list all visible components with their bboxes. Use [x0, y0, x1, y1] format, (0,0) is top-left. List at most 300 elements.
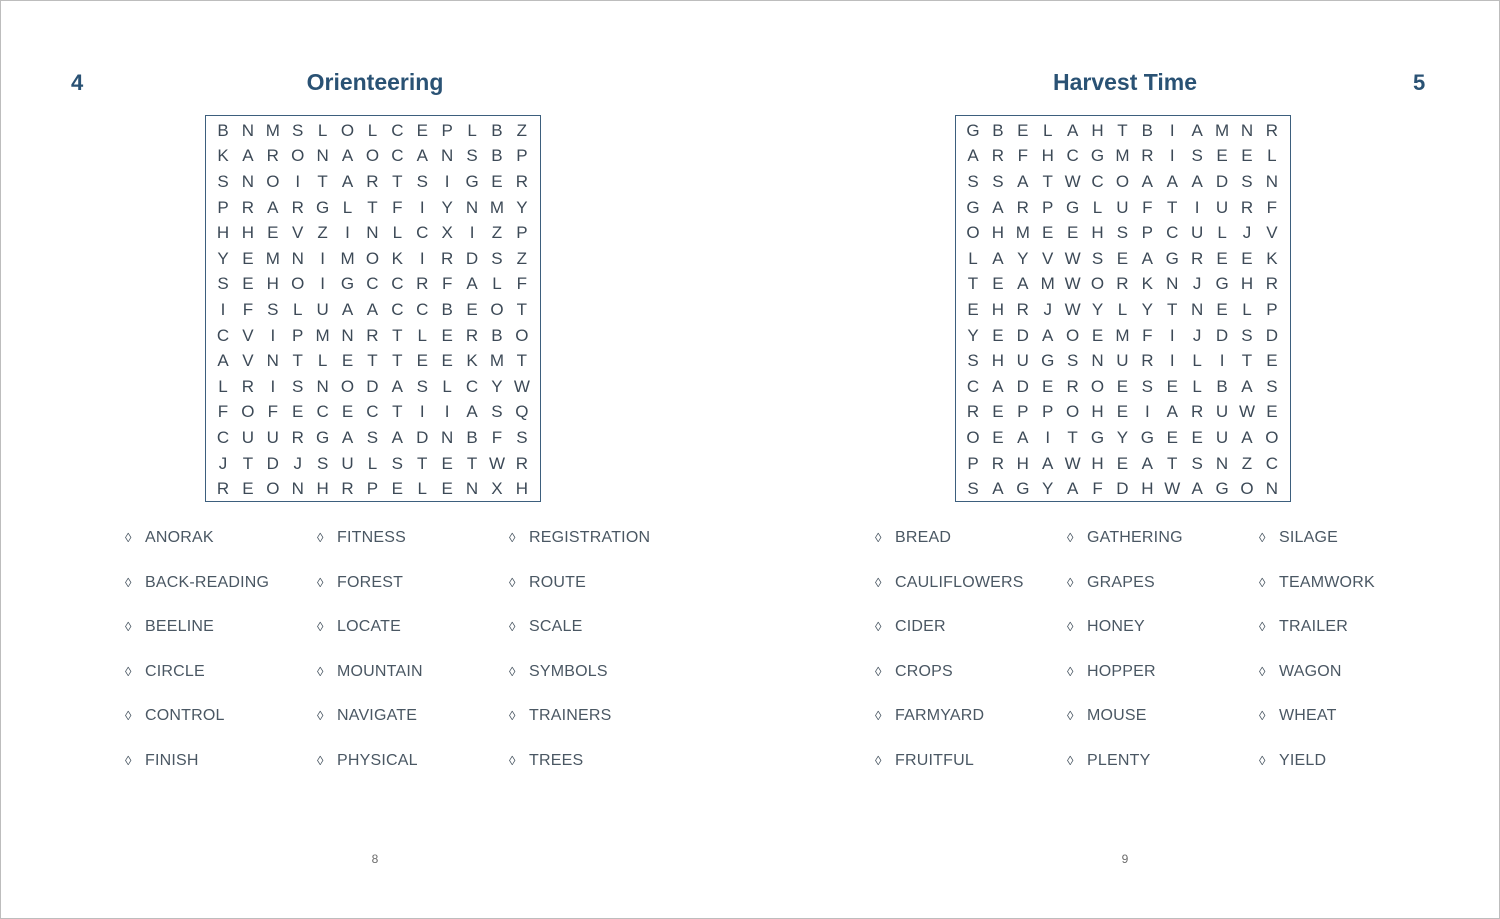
- grid-letter: T: [1241, 351, 1253, 371]
- grid-letter: L: [467, 120, 477, 140]
- grid-letter: T: [292, 351, 303, 371]
- grid-letter: T: [516, 299, 528, 319]
- word-label: FITNESS: [337, 529, 406, 546]
- grid-row: [206, 297, 540, 323]
- word-column: [125, 527, 315, 795]
- grid-letter: T: [466, 453, 478, 473]
- grid-letter: D: [416, 427, 429, 447]
- grid-letter: T: [242, 453, 254, 473]
- diamond-bullet-icon: ◊: [1259, 663, 1266, 679]
- grid-letter: J: [1192, 274, 1202, 294]
- page-number: 8: [371, 852, 379, 866]
- letter-grid: [205, 115, 541, 502]
- grid-letter: Y: [1017, 248, 1029, 268]
- grid-letter: J: [1242, 223, 1252, 243]
- grid-row: [206, 425, 540, 451]
- diamond-bullet-icon: ◊: [125, 574, 132, 590]
- grid-letter: F: [516, 274, 528, 294]
- grid-letter: R: [515, 453, 529, 473]
- grid-letter: O: [1240, 479, 1254, 499]
- grid-letter: N: [291, 479, 304, 499]
- grid-letter: Y: [1091, 299, 1104, 319]
- grid-letter: A: [466, 402, 478, 422]
- grid-letter: S: [391, 453, 404, 473]
- grid-letter: L: [492, 274, 502, 294]
- word-list-item: [1067, 661, 1257, 706]
- grid-letter: D: [1016, 325, 1029, 345]
- grid-row: [206, 246, 540, 272]
- grid-letter: W: [1238, 402, 1255, 422]
- grid-letter: N: [441, 427, 454, 447]
- word-column: [317, 527, 507, 795]
- grid-letter: T: [1167, 299, 1178, 319]
- grid-letter: T: [392, 325, 403, 345]
- grid-letter: O: [1090, 274, 1105, 294]
- grid-letter: I: [270, 325, 276, 345]
- word-list-item: [1067, 527, 1257, 572]
- grid-letter: P: [516, 146, 528, 166]
- grid-letter: I: [1045, 427, 1051, 447]
- word-list-item: [125, 750, 315, 795]
- word-label: CONTROL: [145, 707, 225, 725]
- grid-letter: A: [341, 171, 354, 191]
- grid-letter: F: [441, 274, 453, 294]
- word-label: PLENTY: [1087, 751, 1151, 769]
- grid-letter: P: [1042, 197, 1054, 217]
- grid-letter: T: [1167, 197, 1178, 217]
- diamond-bullet-icon: ◊: [1067, 663, 1074, 679]
- word-list-item: [125, 616, 315, 661]
- grid-letter: T: [367, 351, 378, 371]
- diamond-bullet-icon: ◊: [1067, 752, 1074, 768]
- grid-letter: W: [488, 453, 505, 473]
- grid-letter: E: [992, 427, 1004, 447]
- word-label: TRAILER: [1279, 618, 1348, 636]
- grid-letter: L: [317, 120, 328, 140]
- grid-letter: S: [1141, 376, 1154, 396]
- grid-letter: E: [1017, 120, 1029, 140]
- grid-letter: N: [1215, 453, 1229, 473]
- grid-letter: C: [366, 402, 379, 422]
- grid-letter: Y: [1141, 299, 1154, 319]
- grid-letter: D: [266, 453, 279, 473]
- word-label: SYMBOLS: [529, 662, 608, 680]
- grid-letter: G: [1140, 427, 1154, 447]
- word-label: GATHERING: [1087, 529, 1183, 546]
- grid-letter: P: [1141, 223, 1154, 243]
- diamond-bullet-icon: ◊: [1259, 530, 1266, 545]
- grid-letter: I: [1219, 351, 1225, 371]
- grid-letter: E: [1042, 376, 1054, 396]
- grid-letter: R: [291, 197, 304, 217]
- grid-row: [206, 476, 540, 502]
- grid-letter: C: [465, 376, 479, 396]
- grid-letter: L: [442, 376, 452, 396]
- page-number: 9: [1121, 852, 1129, 866]
- grid-letter: E: [1116, 453, 1129, 473]
- grid-letter: C: [1066, 146, 1079, 166]
- grid-letter: B: [491, 120, 503, 140]
- grid-letter: L: [1042, 120, 1053, 140]
- word-label: FINISH: [145, 751, 199, 769]
- grid-row: [206, 220, 540, 246]
- diamond-bullet-icon: ◊: [125, 530, 132, 545]
- grid-letter: E: [416, 120, 428, 140]
- diamond-bullet-icon: ◊: [1067, 530, 1074, 545]
- grid-letter: H: [991, 351, 1005, 371]
- grid-letter: R: [416, 274, 429, 294]
- grid-letter: Y: [1042, 479, 1054, 499]
- grid-letter: E: [416, 351, 428, 371]
- grid-letter: E: [391, 479, 404, 499]
- grid-letter: O: [966, 427, 980, 447]
- grid-letter: N: [465, 197, 479, 217]
- grid-letter: B: [217, 120, 229, 140]
- grid-letter: A: [391, 427, 404, 447]
- grid-row: [956, 425, 1290, 451]
- grid-letter: K: [466, 351, 478, 371]
- diamond-bullet-icon: ◊: [875, 619, 882, 635]
- grid-letter: H: [1091, 120, 1104, 140]
- diamond-bullet-icon: ◊: [509, 530, 516, 545]
- grid-letter: K: [391, 248, 404, 268]
- grid-letter: C: [391, 299, 404, 319]
- grid-letter: O: [490, 299, 504, 319]
- grid-letter: B: [1216, 376, 1228, 396]
- grid-letter: E: [341, 402, 354, 422]
- grid-letter: Y: [516, 197, 528, 217]
- grid-letter: U: [1116, 351, 1129, 371]
- diamond-bullet-icon: ◊: [125, 663, 132, 679]
- grid-letter: P: [1042, 402, 1054, 422]
- diamond-bullet-icon: ◊: [317, 708, 324, 724]
- grid-letter: E: [967, 299, 979, 319]
- grid-letter: F: [217, 402, 229, 422]
- grid-letter: A: [1066, 120, 1079, 140]
- grid-letter: S: [466, 146, 478, 166]
- grid-letter: R: [465, 325, 479, 345]
- grid-letter: S: [1091, 248, 1104, 268]
- grid-letter: R: [1116, 274, 1129, 294]
- grid-letter: N: [1191, 299, 1204, 319]
- grid-letter: E: [1216, 299, 1228, 319]
- grid-letter: E: [1166, 427, 1178, 447]
- grid-row: [206, 144, 540, 170]
- puzzle-number: 4: [71, 70, 84, 95]
- grid-letter: D: [1215, 325, 1229, 345]
- grid-letter: E: [466, 299, 478, 319]
- grid-letter: W: [513, 376, 530, 396]
- grid-letter: N: [291, 248, 304, 268]
- grid-letter: I: [469, 223, 475, 243]
- grid-letter: P: [1017, 402, 1029, 422]
- word-list-item: [1259, 616, 1449, 661]
- grid-letter: T: [967, 274, 979, 294]
- grid-letter: A: [217, 351, 229, 371]
- grid-letter: W: [1064, 299, 1081, 319]
- grid-letter: Y: [491, 376, 503, 396]
- grid-letter: A: [341, 427, 354, 447]
- grid-letter: O: [291, 146, 305, 166]
- grid-letter: K: [217, 146, 229, 166]
- diamond-bullet-icon: ◊: [125, 752, 132, 768]
- word-label: CIRCLE: [145, 662, 205, 680]
- diamond-bullet-icon: ◊: [875, 708, 882, 724]
- diamond-bullet-icon: ◊: [317, 574, 324, 590]
- grid-letter: H: [316, 479, 329, 499]
- grid-letter: L: [342, 197, 353, 217]
- grid-letter: E: [1241, 248, 1253, 268]
- grid-letter: M: [489, 351, 505, 371]
- grid-letter: U: [1191, 223, 1204, 243]
- grid-letter: I: [1169, 325, 1175, 345]
- grid-letter: R: [366, 171, 379, 191]
- grid-letter: Z: [516, 248, 528, 268]
- grid-letter: Z: [317, 223, 328, 243]
- grid-row: [956, 220, 1290, 246]
- grid-letter: C: [391, 146, 404, 166]
- grid-letter: S: [416, 171, 428, 191]
- grid-letter: I: [419, 402, 425, 422]
- grid-letter: T: [1167, 453, 1178, 473]
- grid-letter: H: [1240, 274, 1254, 294]
- word-label: MOUNTAIN: [337, 662, 423, 680]
- grid-letter: O: [1115, 171, 1130, 191]
- grid-letter: R: [291, 427, 304, 447]
- word-label: SCALE: [529, 618, 583, 636]
- grid-letter: P: [441, 120, 453, 140]
- puzzle-title: Orienteering: [306, 69, 444, 95]
- grid-letter: A: [1141, 453, 1154, 473]
- grid-letter: G: [1066, 197, 1080, 217]
- grid-row: [956, 297, 1290, 323]
- grid-letter: I: [1169, 351, 1175, 371]
- grid-letter: L: [1192, 351, 1202, 371]
- word-label: HONEY: [1087, 618, 1145, 636]
- grid-letter: L: [1192, 376, 1202, 396]
- grid-letter: S: [366, 427, 379, 447]
- grid-letter: A: [992, 376, 1004, 396]
- word-label: FRUITFUL: [895, 751, 974, 769]
- grid-letter: J: [293, 453, 302, 473]
- diamond-bullet-icon: ◊: [1067, 574, 1074, 590]
- grid-letter: K: [1141, 274, 1154, 294]
- word-list-item: [875, 750, 1065, 795]
- grid-letter: N: [1240, 120, 1254, 140]
- grid-row: [956, 272, 1290, 298]
- grid-letter: S: [1191, 146, 1203, 166]
- grid-row: [956, 451, 1290, 477]
- grid-letter: N: [316, 146, 329, 166]
- word-column: [509, 527, 699, 795]
- grid-letter: H: [1041, 146, 1054, 166]
- grid-letter: T: [1067, 427, 1078, 447]
- right-page: [750, 0, 1500, 919]
- word-list-item: [317, 750, 507, 795]
- grid-letter: A: [992, 479, 1004, 499]
- word-label: TREES: [529, 751, 584, 769]
- grid-letter: G: [1016, 479, 1030, 499]
- grid-letter: D: [465, 248, 479, 268]
- grid-letter: N: [266, 351, 279, 371]
- grid-letter: U: [1215, 402, 1229, 422]
- grid-row: [956, 195, 1290, 221]
- grid-letter: N: [1091, 351, 1104, 371]
- grid-letter: O: [1066, 402, 1080, 422]
- diamond-bullet-icon: ◊: [125, 619, 132, 635]
- grid-row: [956, 118, 1290, 144]
- grid-letter: D: [1016, 376, 1029, 396]
- diamond-bullet-icon: ◊: [509, 752, 516, 768]
- grid-letter: I: [419, 197, 425, 217]
- grid-letter: S: [491, 402, 503, 422]
- grid-letter: E: [992, 274, 1004, 294]
- grid-letter: R: [1016, 299, 1029, 319]
- grid-row: [206, 451, 540, 477]
- grid-letter: T: [367, 197, 378, 217]
- grid-letter: W: [1064, 274, 1081, 294]
- word-list-item: [875, 527, 1065, 572]
- grid-letter: Y: [967, 325, 979, 345]
- grid-letter: S: [416, 376, 428, 396]
- grid-letter: E: [1266, 351, 1278, 371]
- word-list-item: [125, 705, 315, 750]
- grid-letter: S: [967, 351, 979, 371]
- grid-letter: L: [317, 351, 328, 371]
- grid-letter: A: [391, 376, 404, 396]
- grid-letter: P: [516, 223, 528, 243]
- word-label: FOREST: [337, 573, 404, 591]
- grid-letter: A: [267, 197, 279, 217]
- grid-letter: L: [392, 223, 403, 243]
- grid-letter: H: [1091, 453, 1104, 473]
- grid-letter: L: [218, 376, 228, 396]
- grid-letter: X: [491, 479, 503, 499]
- grid-letter: H: [991, 223, 1005, 243]
- grid-letter: Z: [1241, 453, 1253, 473]
- grid-letter: G: [316, 197, 330, 217]
- grid-letter: N: [366, 223, 379, 243]
- word-list-item: [317, 527, 507, 572]
- grid-letter: E: [992, 402, 1004, 422]
- grid-letter: G: [1215, 274, 1229, 294]
- word-label: REGISTRATION: [529, 529, 651, 546]
- grid-letter: S: [992, 171, 1004, 191]
- grid-letter: P: [366, 479, 379, 499]
- puzzle-title: Harvest Time: [1052, 69, 1198, 95]
- grid-letter: N: [241, 171, 255, 191]
- word-column: [1259, 527, 1449, 795]
- grid-letter: A: [992, 248, 1004, 268]
- grid-letter: R: [515, 171, 529, 191]
- grid-letter: O: [291, 274, 305, 294]
- word-label: SILAGE: [1279, 529, 1339, 546]
- grid-letter: S: [967, 171, 979, 191]
- grid-letter: A: [1241, 376, 1253, 396]
- grid-letter: E: [1091, 325, 1104, 345]
- grid-letter: C: [391, 274, 404, 294]
- grid-letter: H: [515, 479, 529, 499]
- grid-letter: D: [1215, 171, 1229, 191]
- grid-row: [956, 323, 1290, 349]
- grid-letter: G: [966, 120, 980, 140]
- grid-letter: L: [417, 479, 427, 499]
- grid-letter: A: [1166, 402, 1178, 422]
- grid-letter: R: [1240, 197, 1254, 217]
- grid-letter: A: [1141, 171, 1154, 191]
- grid-letter: M: [1015, 223, 1030, 243]
- grid-letter: H: [1091, 223, 1104, 243]
- word-list-item: [509, 616, 699, 661]
- diamond-bullet-icon: ◊: [875, 530, 882, 545]
- grid-letter: A: [1066, 479, 1079, 499]
- grid-letter: G: [966, 197, 980, 217]
- grid-letter: H: [266, 274, 279, 294]
- word-list-item: [1067, 572, 1257, 617]
- grid-letter: O: [1066, 325, 1080, 345]
- word-list-item: [509, 705, 699, 750]
- grid-letter: I: [1144, 402, 1150, 422]
- diamond-bullet-icon: ◊: [509, 663, 516, 679]
- grid-letter: B: [992, 120, 1004, 140]
- grid-letter: S: [491, 248, 503, 268]
- grid-letter: I: [220, 299, 226, 319]
- grid-letter: S: [1066, 351, 1079, 371]
- grid-letter: E: [1116, 376, 1129, 396]
- grid-letter: O: [966, 223, 980, 243]
- grid-letter: E: [992, 325, 1004, 345]
- grid-letter: A: [1191, 479, 1203, 499]
- grid-letter: E: [1191, 427, 1203, 447]
- grid-letter: R: [241, 197, 255, 217]
- word-label: BREAD: [895, 529, 952, 546]
- grid-letter: Y: [1116, 427, 1129, 447]
- grid-letter: F: [267, 402, 278, 422]
- grid-letter: B: [466, 427, 478, 447]
- grid-letter: C: [216, 427, 230, 447]
- grid-letter: L: [292, 299, 303, 319]
- grid-letter: Z: [491, 223, 503, 243]
- grid-letter: R: [1141, 351, 1154, 371]
- grid-letter: A: [341, 299, 354, 319]
- grid-letter: I: [295, 171, 301, 191]
- grid-letter: G: [1090, 427, 1105, 447]
- grid-letter: L: [1117, 299, 1128, 319]
- word-list-item: [1259, 572, 1449, 617]
- word-list-item: [1259, 661, 1449, 706]
- grid-letter: R: [1066, 376, 1079, 396]
- grid-letter: W: [1164, 479, 1181, 499]
- word-list-item: [317, 572, 507, 617]
- word-list-item: [509, 527, 699, 572]
- grid-letter: C: [1265, 453, 1279, 473]
- grid-letter: P: [967, 453, 979, 473]
- grid-letter: U: [266, 427, 279, 447]
- word-list-item: [1259, 750, 1449, 795]
- grid-letter: I: [345, 223, 350, 243]
- grid-letter: E: [242, 248, 254, 268]
- grid-row: [956, 144, 1290, 170]
- grid-letter: Y: [217, 248, 229, 268]
- word-column: [875, 527, 1065, 795]
- grid-letter: A: [1042, 325, 1054, 345]
- diamond-bullet-icon: ◊: [317, 752, 324, 768]
- word-label: WHEAT: [1279, 707, 1337, 725]
- grid-letter: D: [1116, 479, 1129, 499]
- grid-letter: G: [1090, 146, 1105, 166]
- grid-row: [956, 374, 1290, 400]
- grid-letter: B: [441, 299, 453, 319]
